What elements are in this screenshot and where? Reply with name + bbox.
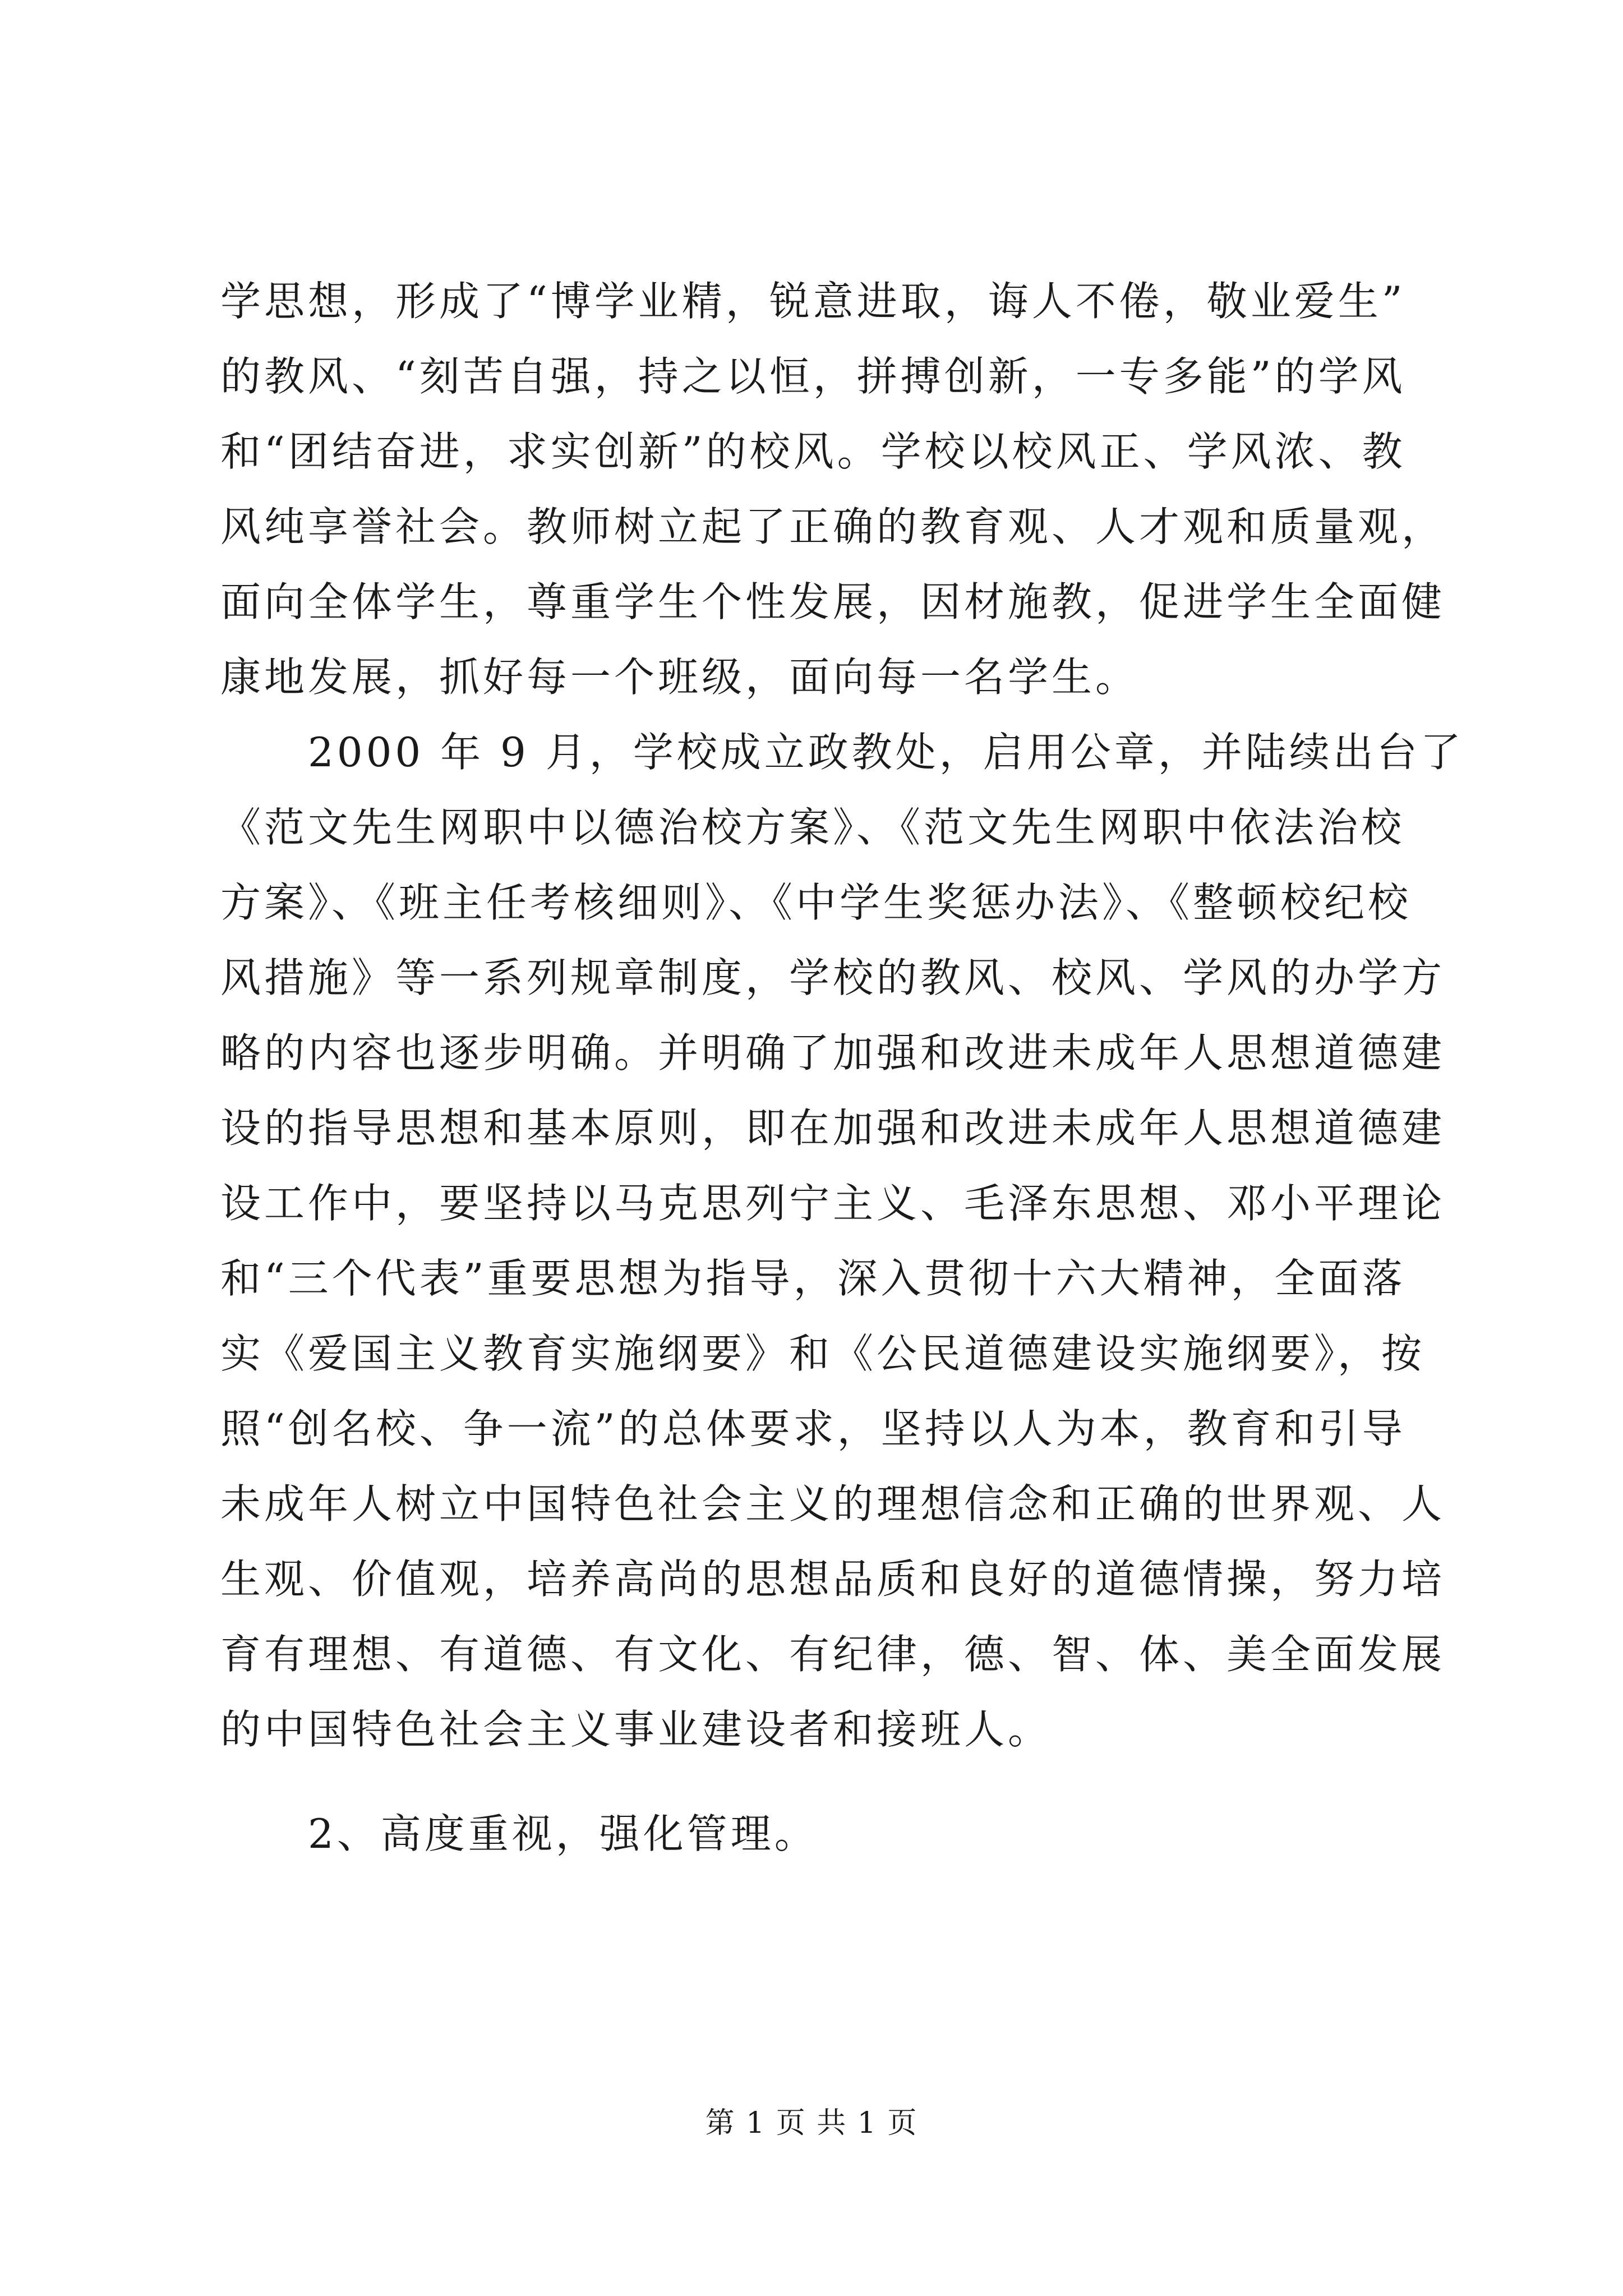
- text-line: 的中国特色社会主义事业建设者和接班人。: [220, 1706, 1052, 1753]
- paragraph-1: [220, 264, 1446, 715]
- paragraph-2: [220, 715, 1464, 1767]
- text-line: 2000 年 9 月，学校成立政教处，启用公章，并陆续出台了: [220, 729, 1464, 776]
- page-footer: [0, 2101, 1623, 2146]
- text-line: 风纯享誉社会。教师树立起了正确的教育观、人才观和质量观，: [220, 503, 1446, 550]
- text-line: 康地发展，抓好每一个班级，面向每一名学生。: [220, 654, 1140, 701]
- text-line: 和“三个代表”重要思想为指导，深入贯彻十六大精神，全面落: [220, 1255, 1406, 1302]
- text-line: 实《爱国主义教育实施纲要》和《公民道德建设实施纲要》，按: [220, 1330, 1426, 1377]
- text-line: 面向全体学生，尊重学生个性发展，因材施教，促进学生全面健: [220, 578, 1446, 625]
- paragraph-3-heading: [220, 1796, 1432, 1871]
- text-line: 学思想，形成了“博学业精，锐意进取，诲人不倦，敬业爱生”: [220, 278, 1406, 325]
- text-line: 的教风、“刻苦自强，持之以恒，拼搏创新，一专多能”的学风: [220, 353, 1406, 400]
- text-line: 《范文先生网职中以德治校方案》、《范文先生网职中依法治校: [220, 804, 1405, 851]
- text-line: 设工作中，要坚持以马克思列宁主义、毛泽东思想、邓小平理论: [220, 1180, 1446, 1227]
- text-line: 风措施》等一系列规章制度，学校的教风、校风、学风的办学方: [220, 954, 1446, 1001]
- text-line: 方案》、《班主任考核细则》、《中学生奖惩办法》、《整顿校纪校: [220, 879, 1412, 926]
- text-line: 育有理想、有道德、有文化、有纪律，德、智、体、美全面发展: [220, 1631, 1446, 1678]
- page-number-label: 第 1 页 共 1 页: [705, 2106, 918, 2140]
- text-line: 和“团结奋进，求实创新”的校风。学校以校风正、学风浓、教: [220, 428, 1406, 475]
- text-line: 略的内容也逐步明确。并明确了加强和改进未成年人思想道德建: [220, 1029, 1446, 1076]
- document-body: [220, 264, 1464, 1871]
- section-heading: 2、高度重视，强化管理。: [220, 1810, 818, 1857]
- text-line: 生观、价值观，培养高尚的思想品质和良好的道德情操，努力培: [220, 1556, 1446, 1603]
- paragraph-spacing: [220, 1767, 1432, 1796]
- text-line: 照“创名校、争一流”的总体要求，坚持以人为本，教育和引导: [220, 1405, 1406, 1452]
- text-line: 未成年人树立中国特色社会主义的理想信念和正确的世界观、人: [220, 1480, 1446, 1527]
- text-line: 设的指导思想和基本原则，即在加强和改进未成年人思想道德建: [220, 1105, 1446, 1152]
